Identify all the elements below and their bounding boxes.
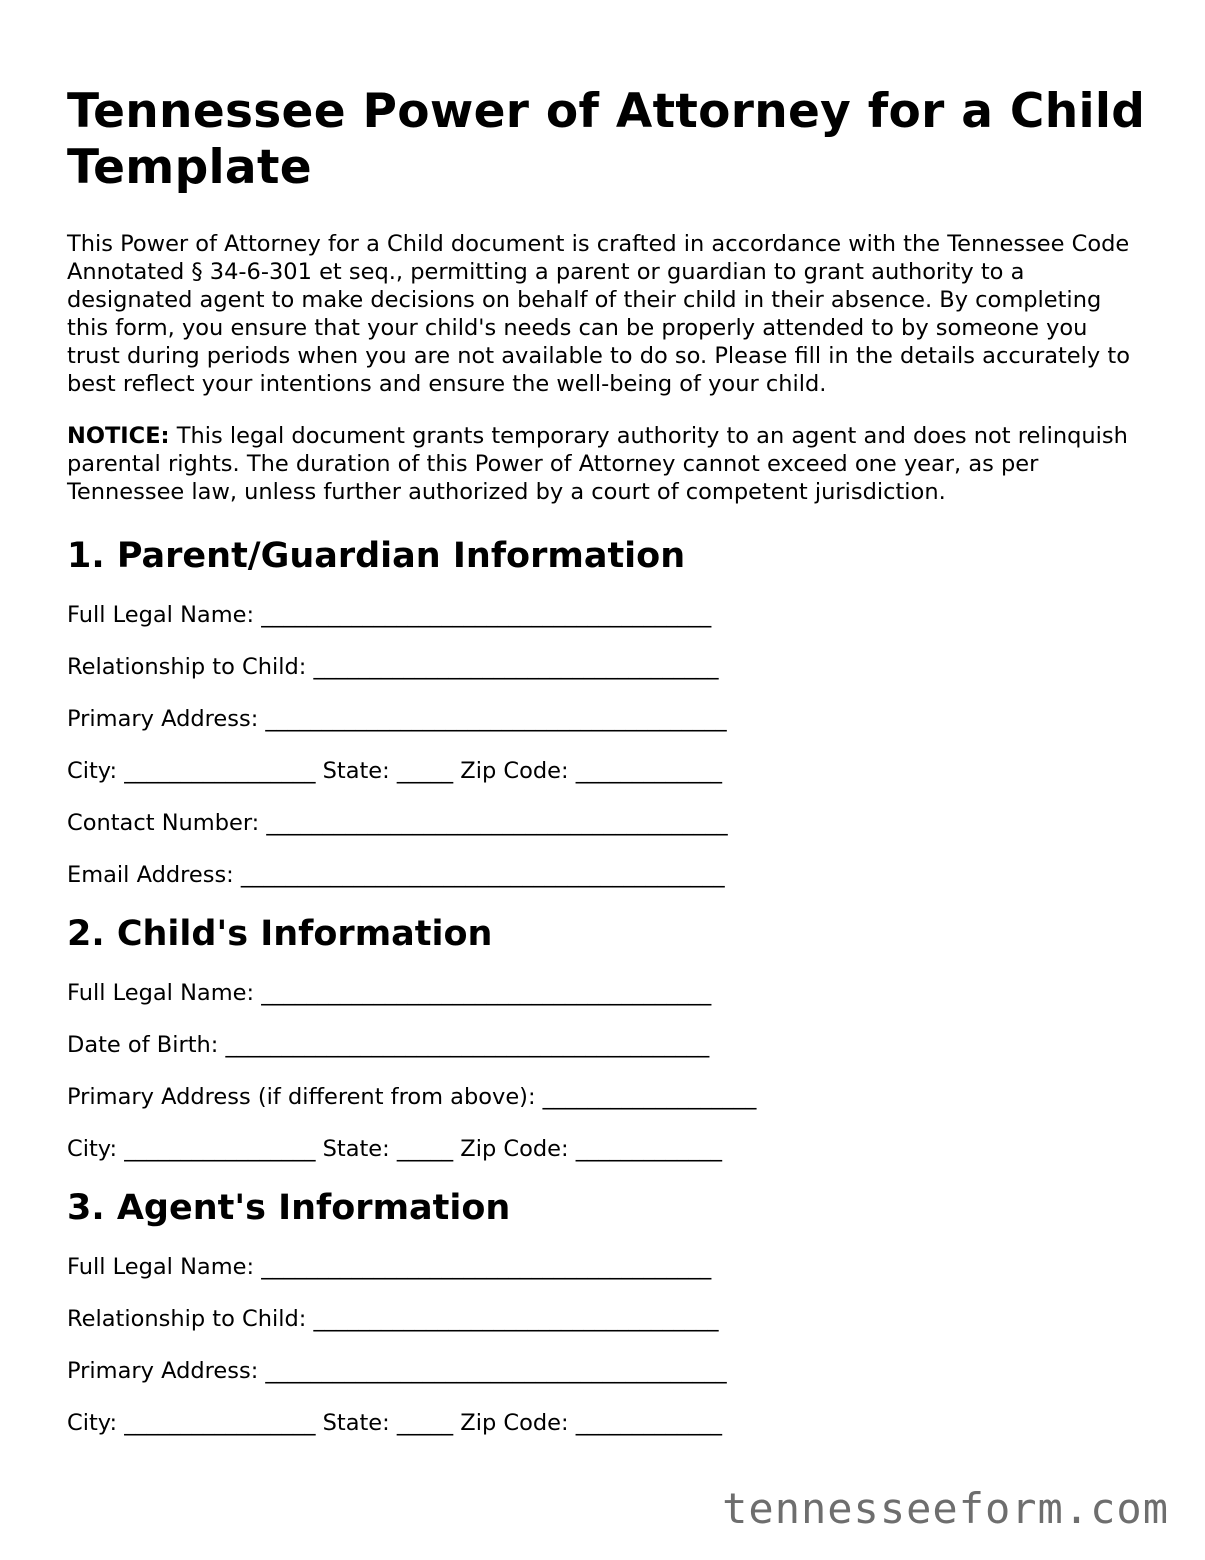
parent-address-field[interactable]: Primary Address: _________________________________________ (67, 706, 727, 732)
child-date-of-birth-field[interactable]: Date of Birth: ___________________________________________ (67, 1032, 710, 1058)
agent-city-state-zip-field[interactable]: City: _________________ State: _____ Zip Code: _____________ (67, 1410, 722, 1436)
child-fields (67, 979, 1147, 1163)
notice-paragraph (67, 422, 1147, 506)
document-title: Tennessee Power of Attorney for a Child Template (67, 84, 1146, 195)
agent-relationship-field[interactable]: Relationship to Child: ____________________________________ (67, 1306, 719, 1332)
section-heading-agent: 3. Agent's Information (67, 1188, 511, 1228)
parent-full-name-field[interactable]: Full Legal Name: ________________________________________ (67, 602, 712, 628)
intro-paragraph: This Power of Attorney for a Child document is crafted in accordance with the Tennessee Code Annotated § 34-6-301 et seq., permitting a parent or guardian to grant authority to a designated agent to make decisions on behalf of their child in their absence. By completing this form, you ensure that your child's needs can be properly attended to by someone you trust during periods when you are not available to do so. Please fill in the details accurately to best reflect your intentions and ensure the well-being of your child. (67, 231, 1130, 397)
notice-label: NOTICE: (67, 423, 170, 449)
parent-city-state-zip-field[interactable]: City: _________________ State: _____ Zip Code: _____________ (67, 758, 722, 784)
parent-email-field[interactable]: Email Address: ___________________________________________ (67, 862, 725, 888)
child-city-state-zip-field[interactable]: City: _________________ State: _____ Zip Code: _____________ (67, 1136, 722, 1162)
parent-fields (67, 601, 1147, 889)
child-full-name-field[interactable]: Full Legal Name: ________________________________________ (67, 980, 712, 1006)
agent-fields (67, 1253, 1147, 1437)
agent-full-name-field[interactable]: Full Legal Name: ________________________________________ (67, 1254, 712, 1280)
document-page (67, 84, 1147, 1437)
parent-contact-number-field[interactable]: Contact Number: _________________________________________ (67, 810, 728, 836)
notice-text: This legal document grants temporary authority to an agent and does not relinquish parental rights. The duration of this Power of Attorney cannot exceed one year, as per Tennessee law, unless further authorized by a court of competent jurisdiction. (67, 423, 1128, 505)
section-heading-child: 2. Child's Information (67, 914, 493, 954)
site-watermark: tennesseeform.com (722, 1484, 1169, 1533)
agent-address-field[interactable]: Primary Address: _________________________________________ (67, 1358, 727, 1384)
section-heading-parent: 1. Parent/Guardian Information (67, 536, 686, 576)
parent-relationship-field[interactable]: Relationship to Child: ____________________________________ (67, 654, 719, 680)
child-address-field[interactable]: Primary Address (if different from above): ___________________ (67, 1084, 757, 1110)
